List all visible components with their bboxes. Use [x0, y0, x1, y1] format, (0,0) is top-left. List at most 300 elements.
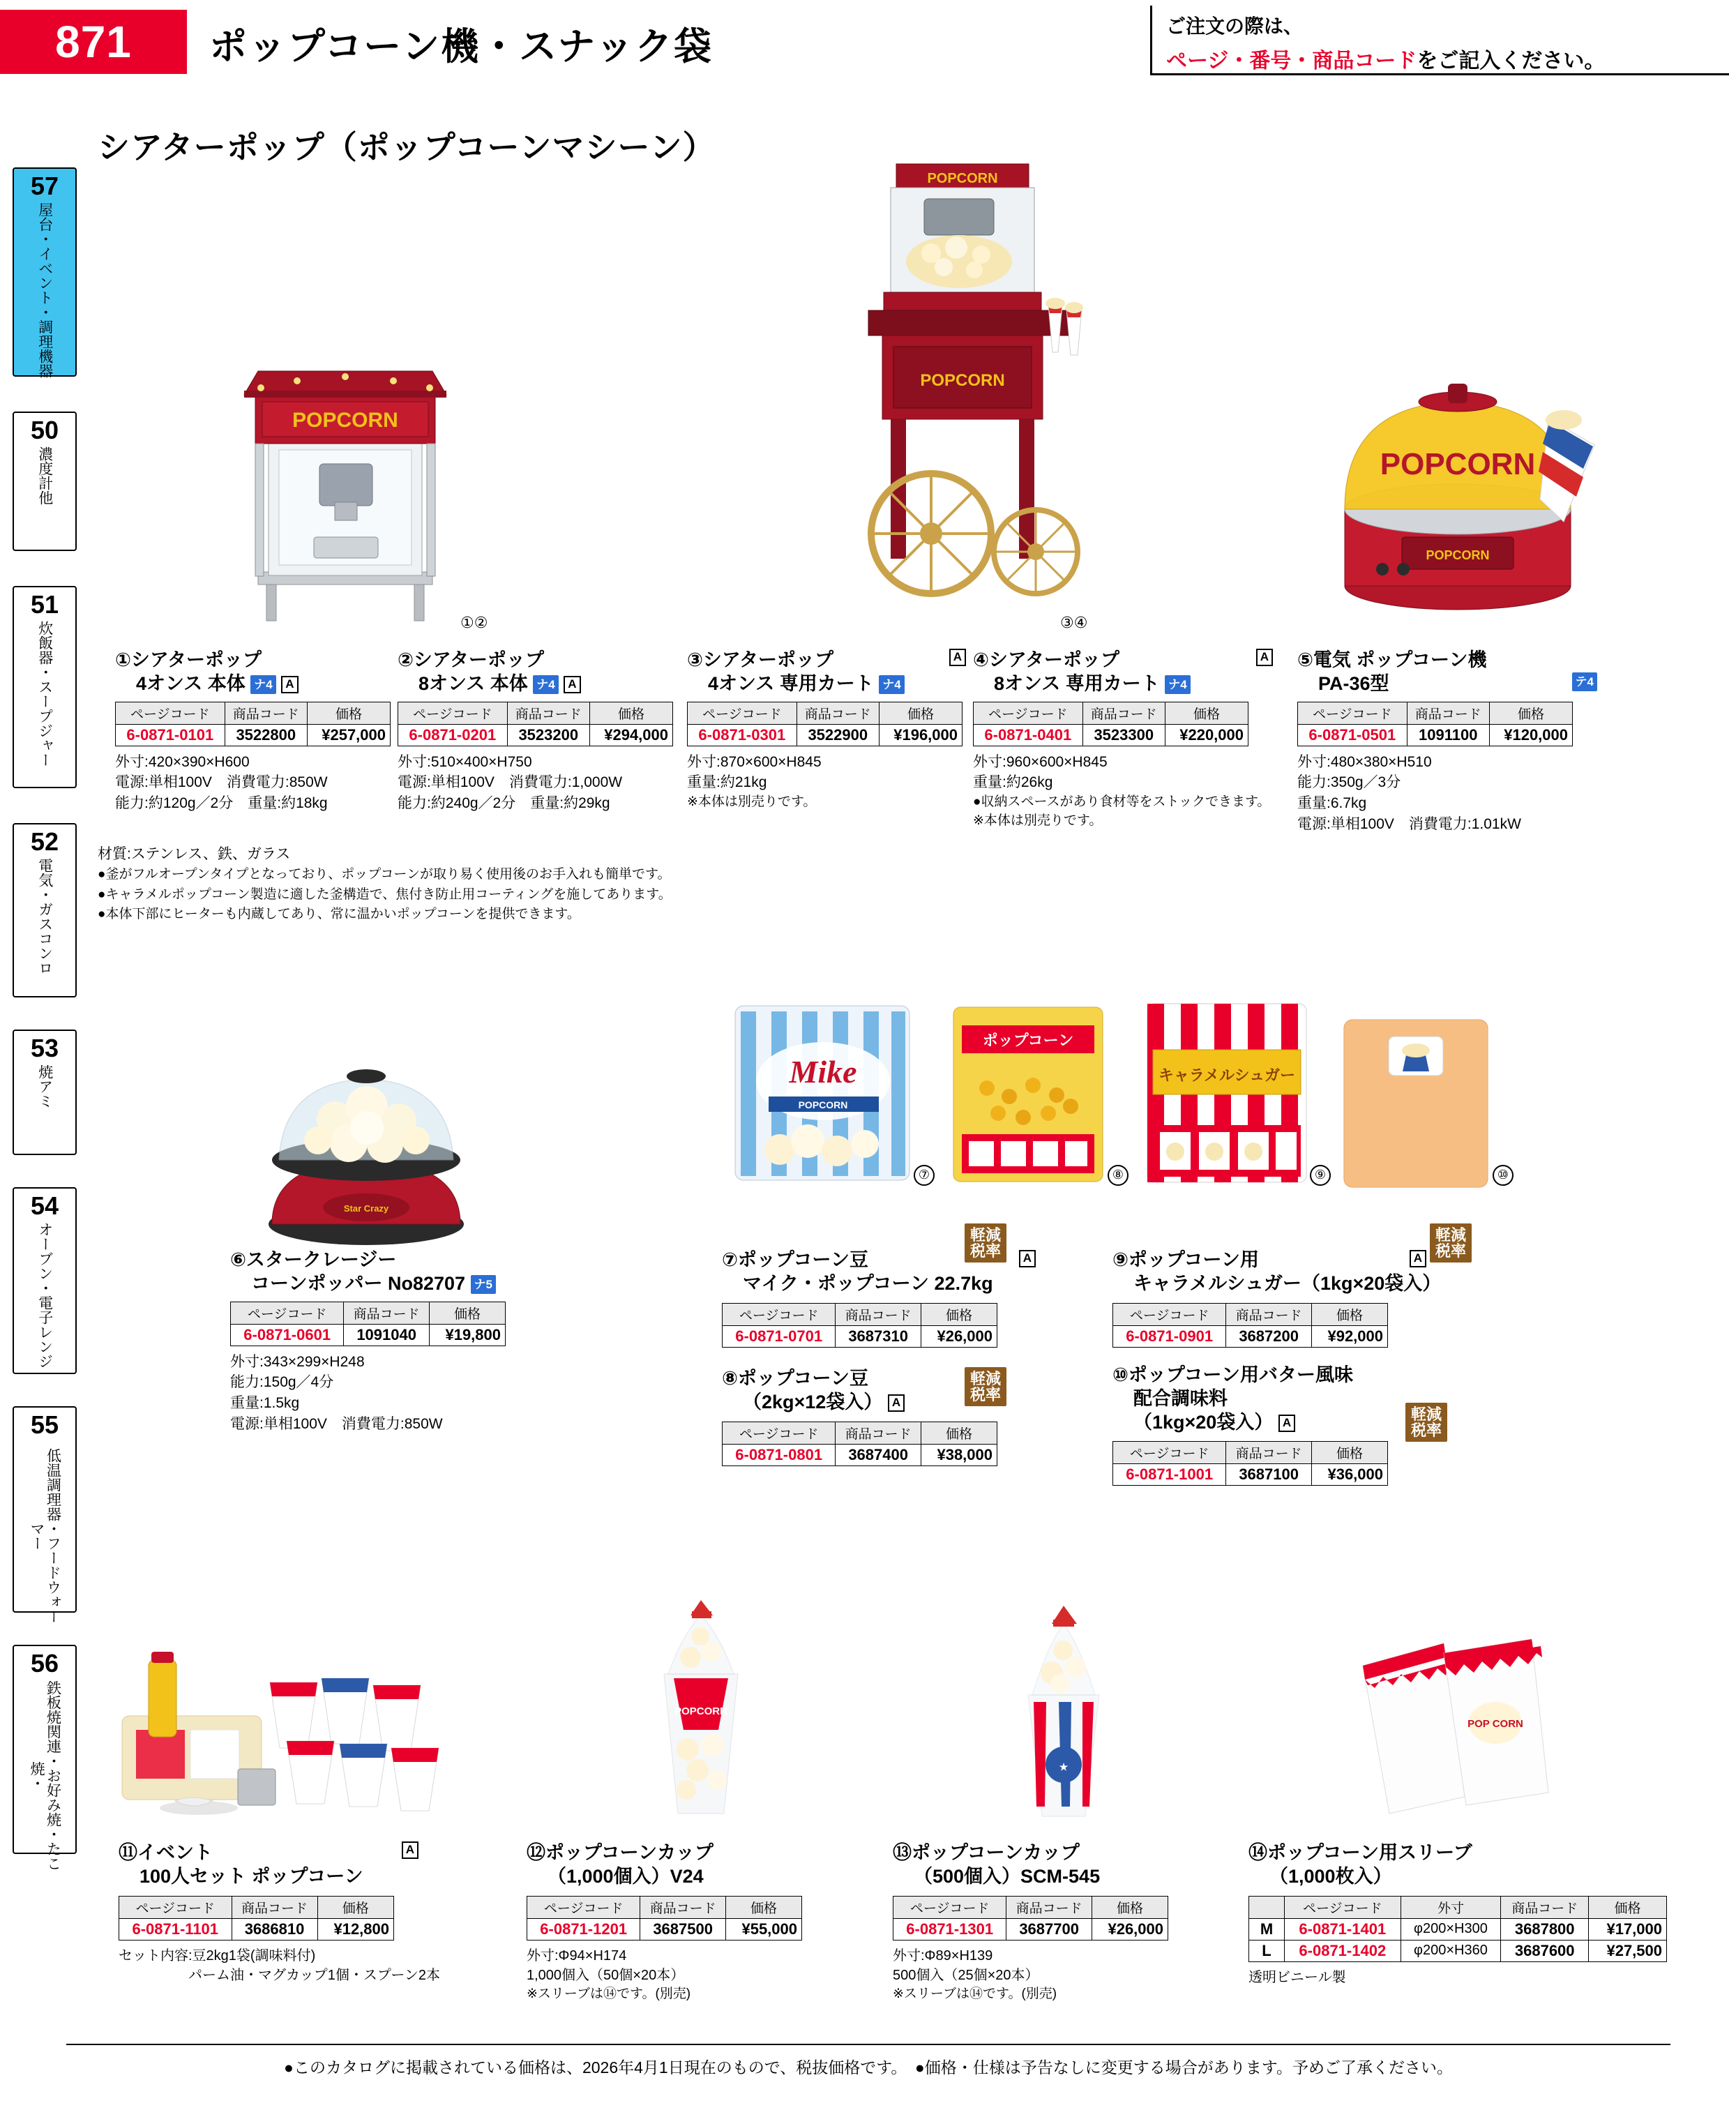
spec-line: ※スリーブは⑭です。(別売)	[893, 1987, 1057, 2002]
tab-number: 55	[30, 1410, 59, 1439]
table-row	[1298, 724, 1573, 746]
caption-number: ⑦	[914, 1165, 935, 1186]
col-code: 商品コード	[344, 1302, 430, 1324]
spec-line: 能力:約240g／2分 重量:約29kg	[398, 795, 610, 812]
cell-page: 6-0871-0301	[688, 724, 797, 746]
price-table	[1297, 702, 1573, 746]
cell-price: ¥92,000	[1311, 1325, 1387, 1347]
badge-na5: ナ5	[471, 1275, 496, 1294]
product-number: ①	[115, 649, 131, 670]
svg-text:POPCORN: POPCORN	[674, 1705, 727, 1717]
spec-line: 電源:単相100V 消費電力:850W	[230, 1415, 443, 1432]
product-image-theater-pop-machine	[230, 328, 460, 628]
spec-line: 重量:6.7kg	[1297, 795, 1367, 812]
product-title-line2: PA-36型	[1318, 672, 1389, 694]
badge-a: A	[402, 1841, 418, 1859]
spec-line: ※本体は別売りです。	[687, 794, 817, 810]
image-caption-machines: ①②	[460, 614, 488, 631]
cell-page: 6-0871-1101	[119, 1918, 232, 1940]
spec-line: 外寸:510×400×H750	[398, 753, 532, 770]
cell-price: ¥27,500	[1589, 1940, 1667, 1961]
product-image-theater-pop-cart	[827, 143, 1119, 624]
product-block-8	[722, 1367, 1036, 1466]
order-note-line1: ご注文の際は、	[1166, 15, 1304, 37]
spec-line: ※本体は別売りです。	[973, 813, 1103, 829]
tab-number: 52	[30, 827, 59, 856]
product-title-line2: 4オンス 専用カート	[708, 672, 874, 694]
image-caption-caramel	[1310, 1165, 1331, 1186]
col-page: ページコード	[723, 1422, 836, 1444]
product-number: ⑬	[893, 1842, 912, 1863]
caption-number: ⑨	[1310, 1165, 1331, 1186]
price-table	[230, 1302, 506, 1346]
spec-line: ●収納スペースがあり食材等をストックできます。	[973, 794, 1271, 810]
product-block-7	[722, 1226, 1036, 1348]
side-index	[13, 167, 80, 1871]
product-specs	[398, 752, 677, 814]
product-block-5	[1297, 649, 1597, 835]
product-title-line2: （2kg×12袋入）	[743, 1391, 883, 1412]
product-title-line1: 電気 ポップコーン機	[1313, 649, 1487, 670]
table-row	[1113, 1464, 1388, 1486]
col-price: 価格	[1311, 1303, 1387, 1325]
tab-label: オーブン・電子レンジ	[36, 1221, 53, 1369]
col-price: 価格	[725, 1896, 801, 1918]
cell-price: ¥38,000	[921, 1444, 997, 1465]
product-title-line1: ポップコーン豆	[737, 1249, 868, 1270]
product-title	[527, 1841, 854, 1889]
sidebar-item-57[interactable]	[13, 167, 77, 377]
bullet-line: ●キャラメルポップコーン製造に適した釜構造で、焦付き防止用コーティングを施してあります。	[98, 887, 672, 902]
spec-line: 電源:単相100V 消費電力:850W	[115, 774, 328, 791]
col-page: ページコード	[1113, 1442, 1226, 1464]
col-dim: 外寸	[1401, 1896, 1501, 1918]
product-title-line1: ポップコーン用スリーブ	[1267, 1842, 1472, 1863]
cell-price: ¥19,800	[429, 1324, 505, 1346]
table-row	[723, 1325, 997, 1347]
cell-code: 3687600	[1501, 1940, 1589, 1961]
svg-text:POPCORN: POPCORN	[798, 1099, 848, 1110]
material-note: 材質:ステンレス、鉄、ガラス	[98, 846, 291, 862]
spec-line: 外寸:420×390×H600	[115, 753, 250, 770]
tab-number: 56	[30, 1649, 59, 1678]
tab-number: 53	[30, 1034, 59, 1062]
product-title-line1: ポップコーンカップ	[545, 1842, 714, 1863]
col-price: 価格	[1489, 702, 1572, 724]
spec-line: 重量:約26kg	[973, 774, 1053, 791]
product-block-4	[973, 649, 1273, 831]
cell-code: 3687200	[1226, 1325, 1312, 1347]
section-title: シアターポップ（ポップコーンマシーン）	[98, 129, 716, 165]
cell-page: 6-0871-1402	[1285, 1940, 1401, 1961]
col-price: 価格	[589, 702, 672, 724]
spec-line: 1,000個入（50個×20本）	[527, 1967, 685, 1983]
product-block-9	[1112, 1226, 1475, 1348]
caption-number: ⑩	[1493, 1165, 1514, 1186]
cell-page: 6-0871-0601	[231, 1324, 344, 1346]
tab-number: 57	[30, 172, 59, 200]
product-block-14	[1248, 1841, 1681, 1987]
product-number: ⑫	[527, 1842, 545, 1863]
cell-price: ¥294,000	[589, 724, 672, 746]
cell-code: 1091040	[344, 1324, 430, 1346]
col-price: 価格	[429, 1302, 505, 1324]
bullet-list	[98, 865, 725, 925]
order-note-highlight: ページ・番号・商品コード	[1166, 50, 1417, 73]
col-page: ページコード	[1113, 1303, 1226, 1325]
product-title-line2: 8オンス 専用カート	[994, 672, 1160, 694]
badge-na4: ナ4	[879, 675, 904, 694]
col-page: ページコード	[1285, 1896, 1401, 1918]
product-block-2	[398, 649, 677, 814]
spec-line: 電源:単相100V 消費電力:1.01kW	[1297, 815, 1521, 832]
product-number: ②	[398, 649, 414, 670]
product-title-line2: （1,000個入）V24	[548, 1865, 704, 1887]
product-image-mike-popcorn-bag	[725, 990, 921, 1193]
col-page: ページコード	[723, 1303, 836, 1325]
tab-number: 54	[30, 1191, 59, 1220]
product-title-line2: 8オンス 本体	[418, 672, 528, 694]
page-number: 871	[0, 10, 187, 74]
spec-line: 能力:150g／4分	[230, 1374, 334, 1391]
cell-code: 1091100	[1407, 724, 1489, 746]
product-number: ⑦	[722, 1249, 738, 1270]
col-code: 商品コード	[1006, 1896, 1092, 1918]
product-image-event-set	[108, 1618, 499, 1828]
cell-size: M	[1249, 1918, 1285, 1940]
spec-line: 能力:約120g／2分 重量:約18kg	[115, 795, 328, 812]
sidebar-item-53[interactable]	[13, 1030, 77, 1155]
price-table	[1112, 1303, 1388, 1348]
product-specs	[230, 1352, 551, 1435]
col-page: ページコード	[974, 702, 1083, 724]
badge-a: A	[281, 676, 298, 693]
cell-code: 3523200	[507, 724, 589, 746]
svg-text:ポップコーン: ポップコーン	[982, 1032, 1074, 1049]
product-title	[398, 649, 677, 696]
product-title	[1112, 1249, 1475, 1296]
product-title-line1: ポップコーン用	[1128, 1249, 1259, 1270]
product-number: ④	[973, 649, 989, 670]
image-caption-butter	[1493, 1165, 1514, 1186]
sidebar-item-54[interactable]	[13, 1187, 77, 1374]
product-image-popcorn-cup-v24	[614, 1590, 788, 1834]
badge-a: A	[888, 1394, 905, 1412]
product-image-popcorn-bean-bag	[945, 997, 1112, 1193]
product-specs	[973, 752, 1273, 831]
table-row	[893, 1918, 1168, 1940]
sidebar-item-56[interactable]	[13, 1645, 77, 1871]
table-row	[1249, 1918, 1667, 1940]
product-number: ⑥	[230, 1249, 246, 1270]
product-block-3	[687, 649, 966, 812]
product-specs	[893, 1946, 1235, 2005]
badge-na4: ナ4	[533, 675, 558, 694]
cell-code: 3523300	[1082, 724, 1165, 746]
spec-line: 重量:1.5kg	[230, 1395, 300, 1412]
badge-a: A	[1410, 1250, 1426, 1267]
cell-page: 6-0871-0701	[723, 1325, 836, 1347]
product-title-line2: （1,000枚入）	[1269, 1865, 1392, 1887]
product-block-11	[119, 1841, 481, 1985]
col-price: 価格	[307, 702, 390, 724]
spec-line: 外寸:960×600×H845	[973, 753, 1108, 770]
svg-text:キャラメルシュガー: キャラメルシュガー	[1158, 1067, 1296, 1084]
col-page: ページコード	[688, 702, 797, 724]
cell-code: 3687500	[640, 1918, 726, 1940]
product-title	[687, 649, 966, 696]
tab-label: 屋台・イベント・調理機器	[36, 202, 53, 378]
col-size	[1249, 1896, 1285, 1918]
svg-text:POPCORN: POPCORN	[920, 371, 1005, 390]
image-caption-cart: ③④	[1060, 614, 1088, 631]
badge-a: A	[1278, 1415, 1295, 1432]
caption-number: ⑧	[1108, 1165, 1129, 1186]
svg-text:★: ★	[1059, 1761, 1069, 1772]
table-row	[231, 1324, 506, 1346]
cell-page: 6-0871-1001	[1113, 1464, 1226, 1486]
svg-text:Star Crazy: Star Crazy	[343, 1203, 389, 1214]
table-row	[398, 724, 673, 746]
col-page: ページコード	[116, 702, 225, 724]
product-title-line3: （1kg×20袋入）	[1133, 1411, 1274, 1433]
table-row	[1113, 1325, 1388, 1347]
spec-line: 外寸:870×600×H845	[687, 753, 822, 770]
sidebar-item-55[interactable]	[13, 1406, 77, 1624]
cell-code: 3687400	[836, 1444, 921, 1465]
col-code: 商品コード	[1226, 1303, 1312, 1325]
cell-price: ¥257,000	[307, 724, 390, 746]
tab-label: 炊飯器・スープジャー	[36, 620, 53, 767]
spec-line: 重量:約21kg	[687, 774, 767, 791]
col-page: ページコード	[119, 1896, 232, 1918]
cell-page: 6-0871-0401	[974, 724, 1083, 746]
spec-line: 外寸:Φ89×H139	[893, 1947, 993, 1964]
badge-a: A	[949, 649, 966, 666]
svg-text:POPCORN: POPCORN	[292, 409, 398, 432]
cell-page: 6-0871-1301	[893, 1918, 1006, 1940]
product-title-line1: ポップコーン用バター風味	[1128, 1364, 1353, 1385]
cell-price: ¥12,800	[317, 1918, 393, 1940]
product-number: ③	[687, 649, 703, 670]
cell-code: 3686810	[232, 1918, 317, 1940]
badge-reduced-tax: 軽減 税率	[1405, 1403, 1447, 1442]
col-price: 価格	[879, 702, 962, 724]
price-table	[722, 1422, 997, 1466]
cell-code: 3687800	[1501, 1918, 1589, 1940]
cell-page: 6-0871-0801	[723, 1444, 836, 1465]
badge-na4: ナ4	[250, 675, 276, 694]
col-code: 商品コード	[1501, 1896, 1589, 1918]
table-row	[723, 1444, 997, 1465]
price-table	[527, 1896, 802, 1941]
col-page: ページコード	[398, 702, 508, 724]
badge-reduced-tax: 軽減 税率	[965, 1367, 1006, 1406]
price-table	[893, 1896, 1168, 1941]
product-title-line1: シアターポップ	[413, 649, 544, 670]
product-block-6	[230, 1249, 551, 1435]
sidebar-item-51[interactable]	[13, 586, 77, 788]
product-title-line2: キャラメルシュガー（1kg×20袋入）	[1133, 1272, 1442, 1294]
product-title	[230, 1249, 551, 1296]
cell-code: 3687700	[1006, 1918, 1092, 1940]
footer-note: ●このカタログに掲載されている価格は、2026年4月1日現在のもので、税抜価格です。 ●価格・仕様は予告なしに変更する場合があります。予めご了承ください。	[66, 2044, 1670, 2078]
product-specs	[115, 752, 394, 814]
product-block-10	[1112, 1364, 1489, 1486]
product-specs	[687, 752, 966, 813]
svg-text:POPCORN: POPCORN	[927, 171, 998, 186]
cell-page: 6-0871-0501	[1298, 724, 1407, 746]
col-price: 価格	[1311, 1442, 1387, 1464]
product-image-butter-seasoning-bag	[1336, 1011, 1496, 1196]
col-code: 商品コード	[1082, 702, 1165, 724]
svg-text:Mike: Mike	[789, 1054, 857, 1090]
product-title-line2: 4オンス 本体	[136, 672, 246, 694]
col-code: 商品コード	[232, 1896, 317, 1918]
cell-price: ¥26,000	[1092, 1918, 1168, 1940]
col-page: ページコード	[527, 1896, 640, 1918]
product-specs	[1297, 752, 1597, 835]
product-block-1	[115, 649, 394, 814]
cell-page: 6-0871-1201	[527, 1918, 640, 1940]
product-block-13	[893, 1841, 1235, 2004]
product-number: ⑩	[1112, 1364, 1129, 1385]
col-price: 価格	[1165, 702, 1248, 724]
spec-line: 外寸:480×380×H510	[1297, 753, 1432, 770]
spec-line: 外寸:Φ94×H174	[527, 1947, 627, 1964]
badge-reduced-tax: 軽減 税率	[965, 1223, 1006, 1263]
image-caption-mike	[914, 1165, 935, 1186]
spec-line: ※スリーブは⑭です。(別売)	[527, 1987, 691, 2002]
table-row	[974, 724, 1248, 746]
spec-line: パーム油・マグカップ1個・スプーン2本	[119, 1967, 441, 1983]
cell-dim: φ200×H300	[1401, 1918, 1501, 1940]
svg-text:POPCORN: POPCORN	[1380, 447, 1536, 481]
col-code: 商品コード	[797, 702, 879, 724]
product-title	[1297, 649, 1597, 696]
tab-number: 51	[30, 590, 59, 619]
order-note-rest: をご記入ください。	[1417, 50, 1606, 73]
product-image-pa36	[1318, 335, 1618, 628]
tab-number: 50	[30, 416, 59, 444]
svg-text:POPCORN: POPCORN	[1426, 548, 1490, 562]
table-row	[116, 724, 391, 746]
product-specs	[119, 1946, 481, 1986]
product-title-line2: 配合調味料	[1133, 1387, 1228, 1409]
badge-na4: ナ4	[1165, 675, 1190, 694]
svg-text:POP CORN: POP CORN	[1467, 1718, 1523, 1730]
product-image-caramel-sugar-bag	[1140, 994, 1315, 1193]
product-title-line1: スタークレージー	[246, 1249, 397, 1270]
page-title: ポップコーン機・スナック袋	[209, 26, 714, 68]
product-title-line1: イベント	[137, 1842, 213, 1863]
col-price: 価格	[921, 1422, 997, 1444]
order-note	[1150, 6, 1729, 75]
tab-label: 電気・ガスコンロ	[36, 857, 53, 975]
badge-a: A	[1256, 649, 1273, 666]
price-table	[1112, 1441, 1388, 1486]
sidebar-item-50[interactable]	[13, 412, 77, 551]
cell-price: ¥196,000	[879, 724, 962, 746]
spec-line: セット内容:豆2kg1袋(調味料付)	[119, 1947, 316, 1964]
col-price: 価格	[921, 1303, 997, 1325]
badge-a: A	[1019, 1250, 1036, 1267]
tab-label: 濃度計他	[36, 446, 53, 505]
product-specs	[1248, 1968, 1681, 1987]
badge-a: A	[564, 676, 580, 693]
price-table	[722, 1303, 997, 1348]
cell-code: 3522900	[797, 724, 879, 746]
col-code: 商品コード	[1226, 1442, 1312, 1464]
cell-page: 6-0871-0901	[1113, 1325, 1226, 1347]
product-title	[1248, 1841, 1681, 1889]
cell-page: 6-0871-1401	[1285, 1918, 1401, 1940]
tab-label: 焼アミ	[36, 1064, 53, 1108]
cell-code: 3522800	[225, 724, 307, 746]
col-code: 商品コード	[836, 1422, 921, 1444]
product-image-corn-popper	[230, 1015, 502, 1252]
product-title-line1: シアターポップ	[702, 649, 833, 670]
cell-price: ¥26,000	[921, 1325, 997, 1347]
price-table	[973, 702, 1248, 746]
image-caption-bean	[1108, 1165, 1129, 1186]
product-title-line1: ポップコーンカップ	[912, 1842, 1080, 1863]
product-number: ⑧	[722, 1368, 738, 1389]
product-title	[115, 649, 394, 696]
col-code: 商品コード	[640, 1896, 726, 1918]
product-title	[973, 649, 1273, 696]
badge-te4: テ4	[1572, 672, 1597, 691]
badge-reduced-tax: 軽減 税率	[1430, 1223, 1472, 1263]
cell-price: ¥120,000	[1489, 724, 1572, 746]
cell-dim: φ200×H360	[1401, 1940, 1501, 1961]
product-specs	[527, 1946, 854, 2005]
order-note-line2	[1166, 43, 1719, 74]
col-price: 価格	[1589, 1896, 1667, 1918]
product-title	[893, 1841, 1235, 1889]
col-page: ページコード	[1298, 702, 1407, 724]
cell-price: ¥36,000	[1311, 1464, 1387, 1486]
cell-page: 6-0871-0101	[116, 724, 225, 746]
product-number: ⑨	[1112, 1249, 1129, 1270]
cell-code: 3687100	[1226, 1464, 1312, 1486]
price-table	[115, 702, 391, 746]
price-table	[687, 702, 963, 746]
product-number: ⑤	[1297, 649, 1313, 670]
bullet-line: ●釜がフルオープンタイプとなっており、ポップコーンが取り易く使用後のお手入れも簡単です。	[98, 867, 671, 882]
tab-label: 鉄板焼関連・お好み焼・たこ焼・	[29, 1680, 61, 1871]
product-block-12	[527, 1841, 854, 2004]
col-price: 価格	[317, 1896, 393, 1918]
table-row	[527, 1918, 802, 1940]
sidebar-item-52[interactable]	[13, 823, 77, 997]
col-code: 商品コード	[225, 702, 307, 724]
product-title-line1: ポップコーン豆	[737, 1368, 868, 1389]
cell-page: 6-0871-0201	[398, 724, 508, 746]
col-page: ページコード	[893, 1896, 1006, 1918]
product-title-line1: シアターポップ	[130, 649, 262, 670]
spec-line: 500個入（25個×20本）	[893, 1967, 1039, 1983]
cell-price: ¥220,000	[1165, 724, 1248, 746]
table-row	[1249, 1940, 1667, 1961]
cell-size: L	[1249, 1940, 1285, 1961]
cell-code: 3687310	[836, 1325, 921, 1347]
product-number: ⑭	[1248, 1842, 1267, 1863]
product-image-popcorn-sleeve	[1346, 1625, 1576, 1834]
product-image-popcorn-cup-scm545	[976, 1590, 1151, 1834]
col-page: ページコード	[231, 1302, 344, 1324]
cell-price: ¥17,000	[1589, 1918, 1667, 1940]
